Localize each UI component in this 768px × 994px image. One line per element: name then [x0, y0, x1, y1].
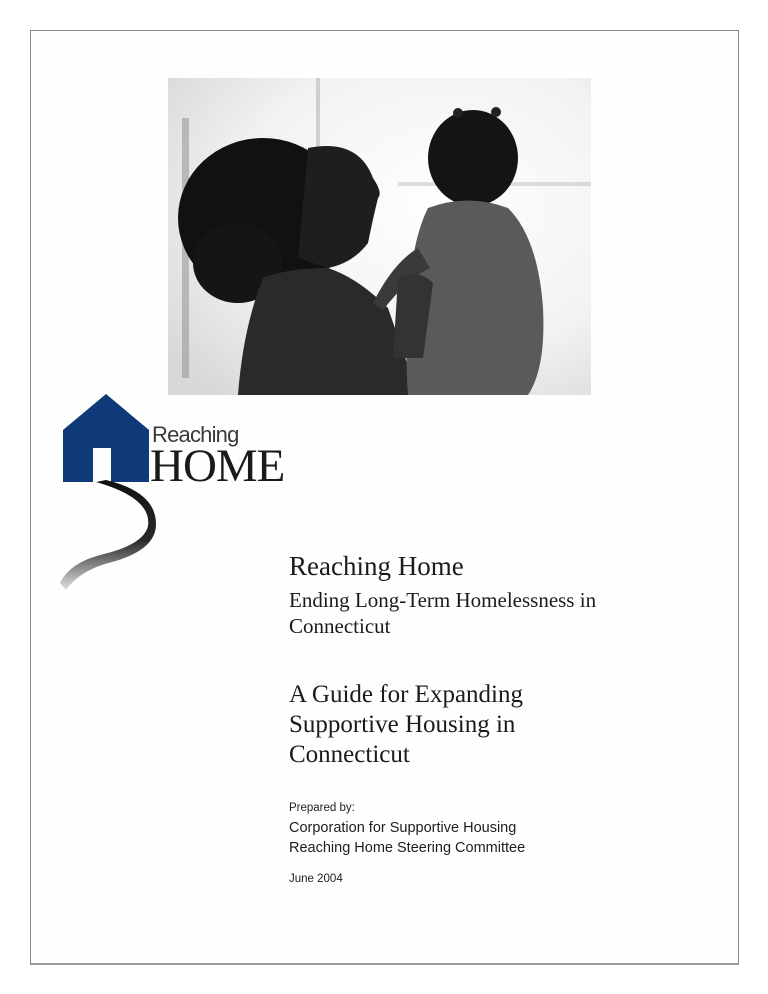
- organization-name: Reaching Home Steering Committee: [289, 840, 526, 856]
- guide-heading: [289, 680, 609, 770]
- cover-photo: [168, 78, 591, 395]
- subtitle-line: Ending Long-Term Homelessness in: [289, 588, 597, 612]
- logo-road-icon: [52, 478, 162, 593]
- subtitle-line: Connecticut: [289, 614, 391, 638]
- logo-text-home: HOME: [150, 440, 285, 492]
- mother-baby-photo-icon: [168, 78, 591, 395]
- guide-line: Connecticut: [289, 741, 410, 768]
- logo-house-icon: [63, 394, 149, 484]
- organization-name: Corporation for Supportive Housing: [289, 820, 517, 836]
- prepared-by-label: Prepared by:: [289, 802, 355, 814]
- publication-date: June 2004: [289, 873, 343, 885]
- logo-text-reaching: Reaching: [152, 422, 239, 447]
- document-subtitle: [289, 587, 709, 639]
- guide-line: Supportive Housing in: [289, 711, 516, 738]
- prepared-by-organizations: [289, 818, 525, 858]
- guide-line: A Guide for Expanding: [289, 681, 523, 708]
- document-title: Reaching Home: [289, 551, 464, 581]
